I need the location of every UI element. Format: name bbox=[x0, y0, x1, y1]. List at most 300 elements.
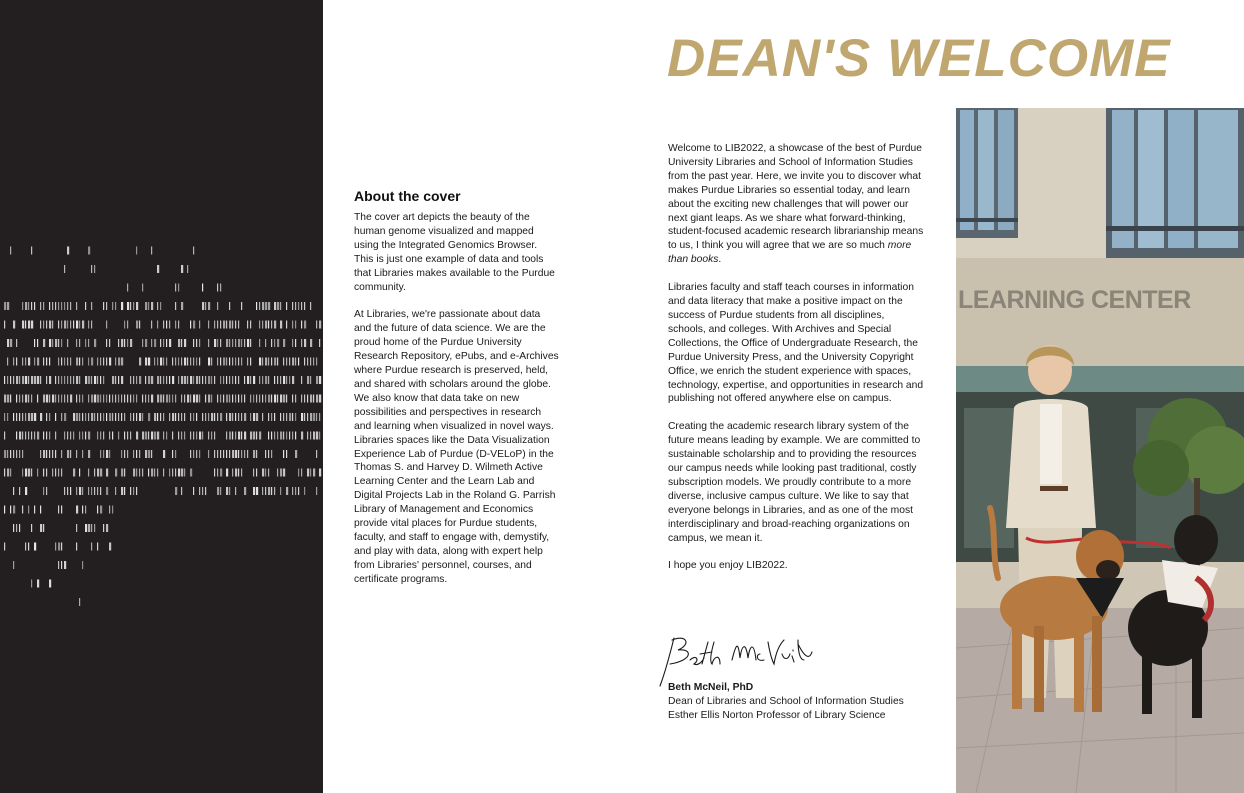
genome-mark bbox=[46, 413, 47, 421]
genome-mark bbox=[211, 376, 212, 384]
genome-mark bbox=[58, 469, 59, 477]
genome-mark bbox=[130, 302, 131, 310]
about-heading: About the cover bbox=[354, 188, 461, 204]
genome-mark bbox=[190, 432, 191, 440]
genome-mark bbox=[190, 469, 192, 477]
genome-mark bbox=[205, 376, 206, 384]
genome-mark bbox=[139, 450, 140, 458]
genome-mark bbox=[157, 321, 158, 329]
genome-mark bbox=[82, 358, 83, 366]
genome-mark bbox=[184, 376, 186, 384]
genome-mark bbox=[196, 450, 197, 458]
genome-mark bbox=[61, 395, 62, 403]
genome-mark bbox=[271, 450, 272, 458]
genome-mark bbox=[79, 413, 80, 421]
genome-mark bbox=[109, 506, 110, 514]
genome-mark bbox=[130, 432, 131, 440]
genome-mark bbox=[76, 413, 78, 421]
genome-mark bbox=[283, 358, 284, 366]
genome-mark bbox=[163, 321, 164, 329]
genome-mark bbox=[169, 339, 171, 347]
genome-mark bbox=[163, 395, 164, 403]
genome-mark bbox=[16, 524, 17, 532]
genome-mark bbox=[238, 376, 239, 384]
genome-mark bbox=[286, 321, 287, 329]
genome-mark bbox=[139, 321, 140, 329]
genome-mark bbox=[19, 413, 20, 421]
genome-mark bbox=[163, 450, 165, 458]
genome-mark bbox=[88, 450, 90, 458]
genome-mark bbox=[106, 339, 107, 347]
genome-mark bbox=[271, 395, 272, 403]
genome-mark bbox=[127, 450, 128, 458]
genome-mark bbox=[112, 395, 113, 403]
genome-mark bbox=[265, 321, 267, 329]
genome-mark bbox=[67, 247, 69, 255]
genome-mark bbox=[136, 247, 137, 255]
genome-mark bbox=[262, 358, 263, 366]
genome-mark bbox=[76, 302, 77, 310]
genome-mark bbox=[88, 524, 90, 532]
genome-mark bbox=[34, 339, 35, 347]
genome-mark bbox=[262, 321, 263, 329]
genome-mark bbox=[100, 506, 102, 514]
letter-paragraph-2: Libraries faculty and staff teach courses in information and data literacy that make a positive impact on the success of Purdue students from all disciplines, schools, and colleges. With Archives and Special Collections, the Office of Undergraduate Research, the Purdue University Press, and the University Copyright Office, we enrich the student experience with spaces, technology, expertise, and opportunities in research and publishing not offered anywhere else on campus. bbox=[668, 282, 924, 405]
genome-mark bbox=[283, 413, 284, 421]
genome-mark bbox=[43, 487, 44, 495]
genome-mark bbox=[145, 450, 147, 458]
genome-mark bbox=[109, 543, 111, 551]
genome-mark bbox=[265, 450, 266, 458]
genome-mark bbox=[46, 395, 48, 403]
genome-mark bbox=[187, 395, 189, 403]
genome-mark bbox=[13, 450, 14, 458]
genome-mark bbox=[220, 358, 221, 366]
genome-mark bbox=[19, 450, 20, 458]
genome-mark bbox=[79, 598, 80, 606]
genome-mark bbox=[34, 543, 36, 551]
genome-mark bbox=[139, 413, 141, 421]
genome-mark bbox=[217, 284, 218, 292]
genome-mark bbox=[118, 339, 119, 347]
genome-mark bbox=[256, 450, 257, 458]
genome-mark bbox=[250, 339, 251, 347]
genome-mark bbox=[121, 339, 123, 347]
genome-mark bbox=[94, 487, 95, 495]
genome-mark bbox=[271, 358, 272, 366]
genome-mark bbox=[79, 376, 80, 384]
genome-mark bbox=[127, 302, 129, 310]
genome-mark bbox=[124, 487, 125, 495]
genome-mark bbox=[10, 339, 12, 347]
genome-mark bbox=[58, 302, 59, 310]
genome-mark bbox=[265, 487, 266, 495]
genome-mark bbox=[55, 302, 56, 310]
genome-mark bbox=[232, 413, 233, 421]
genome-mark bbox=[193, 376, 194, 384]
genome-mark bbox=[238, 358, 239, 366]
genome-mark bbox=[220, 339, 221, 347]
genome-mark bbox=[271, 339, 272, 347]
genome-mark bbox=[7, 358, 8, 366]
genome-mark bbox=[178, 469, 180, 477]
genome-mark bbox=[67, 450, 69, 458]
genome-mark bbox=[61, 413, 62, 421]
genome-mark bbox=[307, 469, 309, 477]
genome-mark bbox=[199, 395, 200, 403]
genome-mark bbox=[229, 432, 231, 440]
genome-mark bbox=[310, 302, 311, 310]
genome-mark bbox=[166, 432, 167, 440]
genome-mark bbox=[223, 395, 224, 403]
genome-mark bbox=[250, 376, 251, 384]
genome-mark bbox=[88, 395, 89, 403]
genome-mark bbox=[175, 450, 176, 458]
genome-mark bbox=[76, 524, 77, 532]
genome-mark bbox=[37, 580, 39, 588]
genome-mark bbox=[13, 358, 14, 366]
genome-mark bbox=[64, 487, 65, 495]
genome-mark bbox=[109, 339, 110, 347]
genome-mark bbox=[31, 376, 33, 384]
genome-mark bbox=[7, 302, 9, 310]
genome-mark bbox=[4, 321, 5, 329]
genome-mark bbox=[58, 395, 59, 403]
genome-mark bbox=[193, 487, 194, 495]
genome-mark bbox=[232, 469, 233, 477]
genome-mark bbox=[184, 358, 186, 366]
genome-mark bbox=[235, 469, 237, 477]
genome-mark bbox=[214, 339, 216, 347]
genome-mark bbox=[127, 395, 128, 403]
genome-mark bbox=[4, 543, 5, 551]
genome-mark bbox=[319, 413, 320, 421]
genome-mark bbox=[148, 413, 150, 421]
genome-mark bbox=[25, 376, 27, 384]
genome-mark bbox=[295, 432, 296, 440]
genome-mark bbox=[61, 543, 62, 551]
genome-mark bbox=[214, 413, 215, 421]
genome-mark bbox=[292, 432, 293, 440]
genome-mark bbox=[64, 358, 65, 366]
genome-mark bbox=[61, 450, 62, 458]
genome-mark bbox=[76, 487, 77, 495]
genome-mark bbox=[85, 302, 86, 310]
genome-mark bbox=[22, 506, 23, 514]
genome-mark bbox=[226, 432, 227, 440]
genome-mark bbox=[169, 376, 170, 384]
genome-mark bbox=[208, 450, 209, 458]
genome-mark bbox=[181, 487, 182, 495]
genome-mark bbox=[25, 543, 26, 551]
genome-mark bbox=[64, 321, 66, 329]
genome-mark bbox=[67, 432, 68, 440]
genome-mark bbox=[163, 376, 164, 384]
genome-mark bbox=[40, 413, 42, 421]
genome-mark bbox=[70, 395, 72, 403]
genome-mark bbox=[271, 432, 272, 440]
genome-mark bbox=[310, 358, 311, 366]
genome-mark bbox=[67, 321, 68, 329]
genome-mark bbox=[190, 450, 191, 458]
genome-mark bbox=[217, 321, 218, 329]
genome-mark bbox=[157, 358, 158, 366]
genome-mark bbox=[115, 376, 116, 384]
genome-mark bbox=[73, 376, 74, 384]
genome-mark bbox=[142, 339, 143, 347]
genome-mark bbox=[67, 487, 68, 495]
genome-mark bbox=[169, 395, 170, 403]
genome-mark bbox=[280, 469, 282, 477]
genome-mark bbox=[208, 413, 209, 421]
genome-mark bbox=[154, 339, 156, 347]
genome-mark bbox=[157, 469, 158, 477]
genome-mark bbox=[199, 321, 200, 329]
genome-mark bbox=[151, 302, 153, 310]
genome-mark bbox=[250, 321, 251, 329]
genome-mark bbox=[82, 561, 83, 569]
genome-mark bbox=[193, 321, 195, 329]
genome-mark bbox=[274, 321, 276, 329]
genome-mark bbox=[130, 339, 132, 347]
genome-mark bbox=[97, 395, 99, 403]
genome-mark bbox=[184, 339, 186, 347]
genome-mark bbox=[46, 450, 47, 458]
genome-mark bbox=[169, 413, 170, 421]
genome-mark bbox=[28, 413, 30, 421]
genome-mark bbox=[91, 376, 92, 384]
genome-mark bbox=[220, 321, 221, 329]
genome-mark bbox=[145, 339, 147, 347]
genome-mark bbox=[211, 395, 212, 403]
genome-mark bbox=[172, 413, 174, 421]
genome-mark bbox=[55, 432, 56, 440]
genome-mark bbox=[28, 506, 29, 514]
genome-mark bbox=[91, 413, 93, 421]
genome-mark bbox=[226, 376, 227, 384]
genome-mark bbox=[61, 302, 62, 310]
genome-mark bbox=[13, 376, 14, 384]
genome-mark bbox=[25, 413, 26, 421]
genome-mark bbox=[40, 506, 41, 514]
genome-mark bbox=[73, 432, 74, 440]
genome-mark bbox=[97, 376, 98, 384]
genome-mark bbox=[106, 487, 108, 495]
genome-mark bbox=[115, 487, 116, 495]
genome-mark bbox=[34, 302, 35, 310]
genome-mark bbox=[268, 469, 269, 477]
genome-mark bbox=[49, 450, 50, 458]
genome-mark bbox=[193, 247, 194, 255]
genome-mark bbox=[163, 432, 164, 440]
genome-mark bbox=[58, 561, 59, 569]
genome-mark bbox=[43, 432, 44, 440]
genome-mark bbox=[295, 413, 296, 421]
genome-mark bbox=[121, 413, 122, 421]
genome-mark bbox=[61, 561, 62, 569]
genome-mark bbox=[16, 450, 17, 458]
genome-mark bbox=[313, 469, 315, 477]
genome-mark bbox=[136, 302, 138, 310]
genome-mark bbox=[313, 413, 315, 421]
genome-mark bbox=[181, 265, 183, 273]
genome-mark bbox=[283, 469, 285, 477]
genome-mark bbox=[253, 395, 254, 403]
genome-mark bbox=[136, 469, 137, 477]
genome-mark bbox=[253, 487, 255, 495]
genome-mark bbox=[244, 339, 245, 347]
genome-mark bbox=[196, 376, 198, 384]
genome-mark bbox=[100, 450, 101, 458]
genome-mark bbox=[22, 376, 24, 384]
genome-mark bbox=[61, 358, 62, 366]
genome-mark bbox=[49, 413, 50, 421]
genome-mark bbox=[70, 376, 71, 384]
genome-mark bbox=[274, 376, 275, 384]
genome-mark bbox=[310, 413, 312, 421]
genome-mark bbox=[244, 413, 246, 421]
genome-mark bbox=[319, 432, 320, 440]
genome-mark bbox=[76, 395, 77, 403]
genome-mark bbox=[76, 376, 78, 384]
genome-mark bbox=[223, 376, 224, 384]
genome-mark bbox=[136, 395, 137, 403]
genome-mark bbox=[91, 358, 93, 366]
genome-mark bbox=[166, 321, 167, 329]
genome-mark bbox=[250, 432, 252, 440]
genome-mark bbox=[199, 487, 200, 495]
genome-mark bbox=[163, 469, 164, 477]
genome-mark bbox=[157, 395, 159, 403]
genome-mark bbox=[7, 376, 8, 384]
genome-mark bbox=[316, 413, 317, 421]
genome-mark bbox=[304, 395, 305, 403]
genome-mark bbox=[316, 358, 317, 366]
genome-mark bbox=[58, 376, 59, 384]
genome-mark bbox=[262, 376, 263, 384]
genome-mark bbox=[232, 339, 233, 347]
genome-mark bbox=[286, 450, 287, 458]
genome-mark bbox=[238, 395, 239, 403]
genome-mark bbox=[19, 376, 20, 384]
genome-mark bbox=[7, 339, 9, 347]
genome-mark bbox=[70, 321, 71, 329]
genome-mark bbox=[256, 302, 257, 310]
genome-mark bbox=[67, 376, 68, 384]
genome-mark bbox=[25, 432, 26, 440]
genome-mark bbox=[25, 302, 27, 310]
genome-mark bbox=[136, 450, 137, 458]
genome-mark bbox=[64, 432, 65, 440]
genome-mark bbox=[256, 395, 257, 403]
genome-mark bbox=[199, 339, 200, 347]
genome-mark bbox=[157, 413, 158, 421]
genome-mark bbox=[307, 358, 308, 366]
genome-mark bbox=[190, 395, 191, 403]
genome-mark bbox=[286, 302, 287, 310]
genome-mark bbox=[13, 561, 14, 569]
genome-mark bbox=[76, 339, 77, 347]
genome-mark bbox=[265, 339, 266, 347]
genome-mark bbox=[49, 376, 51, 384]
genome-mark bbox=[25, 321, 26, 329]
genome-mark bbox=[157, 265, 159, 273]
about-the-cover-section bbox=[354, 188, 559, 601]
genome-mark bbox=[295, 487, 296, 495]
genome-mark bbox=[133, 487, 134, 495]
genome-mark bbox=[46, 432, 47, 440]
genome-mark bbox=[175, 395, 176, 403]
genome-mark bbox=[220, 413, 222, 421]
genome-mark bbox=[286, 395, 287, 403]
genome-mark bbox=[232, 358, 233, 366]
genome-mark bbox=[229, 358, 230, 366]
genome-mark bbox=[304, 358, 305, 366]
genome-mark bbox=[211, 358, 212, 366]
genome-mark bbox=[142, 469, 143, 477]
genome-mark bbox=[310, 432, 311, 440]
genome-mark bbox=[43, 358, 44, 366]
genome-mark bbox=[34, 358, 35, 366]
genome-mark bbox=[163, 339, 164, 347]
signature-block bbox=[668, 681, 938, 723]
genome-mark bbox=[154, 432, 156, 440]
genome-mark bbox=[160, 358, 162, 366]
genome-mark bbox=[157, 376, 159, 384]
genome-mark bbox=[7, 395, 9, 403]
genome-visualization bbox=[0, 0, 323, 793]
genome-mark bbox=[175, 321, 176, 329]
genome-mark bbox=[25, 469, 27, 477]
genome-mark bbox=[235, 450, 237, 458]
genome-mark bbox=[241, 469, 242, 477]
genome-mark bbox=[271, 487, 272, 495]
genome-mark bbox=[109, 450, 110, 458]
genome-mark bbox=[283, 432, 284, 440]
genome-mark bbox=[205, 487, 206, 495]
genome-mark bbox=[208, 376, 210, 384]
genome-mark bbox=[97, 469, 99, 477]
genome-mark bbox=[169, 321, 170, 329]
genome-mark bbox=[259, 358, 261, 366]
genome-mark bbox=[40, 302, 41, 310]
genome-mark bbox=[7, 413, 8, 421]
genome-mark bbox=[88, 247, 90, 255]
genome-mark bbox=[49, 432, 50, 440]
genome-mark bbox=[178, 284, 179, 292]
genome-mark bbox=[265, 376, 267, 384]
genome-mark bbox=[196, 339, 197, 347]
genome-mark bbox=[46, 376, 47, 384]
genome-mark bbox=[94, 265, 95, 273]
genome-mark bbox=[247, 339, 249, 347]
genome-mark bbox=[10, 450, 11, 458]
genome-mark bbox=[85, 506, 86, 514]
genome-mark bbox=[208, 358, 210, 366]
genome-mark bbox=[280, 487, 281, 495]
genome-mark bbox=[178, 339, 180, 347]
genome-mark bbox=[31, 524, 32, 532]
genome-mark bbox=[67, 358, 68, 366]
genome-mark bbox=[178, 358, 179, 366]
genome-mark bbox=[229, 450, 230, 458]
genome-mark bbox=[76, 506, 78, 514]
genome-mark bbox=[106, 302, 107, 310]
genome-mark bbox=[319, 469, 321, 477]
genome-mark bbox=[160, 413, 161, 421]
genome-mark bbox=[10, 395, 11, 403]
genome-mark bbox=[100, 395, 101, 403]
